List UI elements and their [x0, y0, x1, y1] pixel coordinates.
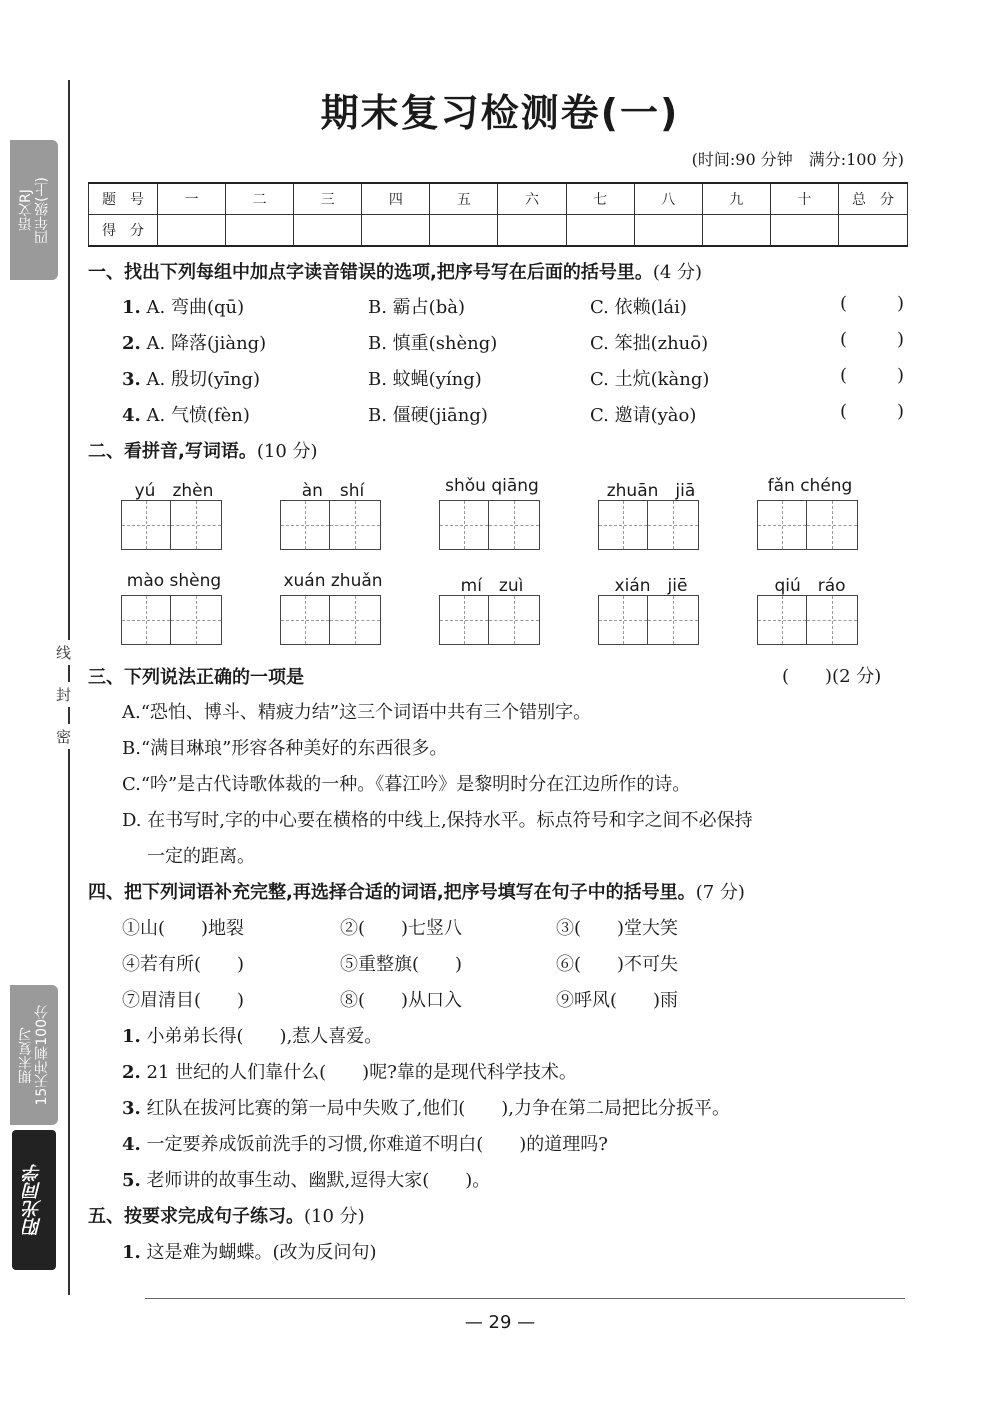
score-head-cell: 题 号: [89, 183, 158, 215]
sentence-task: [122, 1238, 377, 1264]
pinyin-item: [439, 476, 545, 550]
sentence-text: 红队在拔河比赛的第一局中失败了,他们( ),力争在第二局把比分扳平。: [146, 1098, 731, 1119]
q1-4-b: B. 僵硬(jiāng): [368, 405, 488, 426]
tianzi-cell[interactable]: [280, 500, 330, 550]
section-5-heading: [88, 1202, 365, 1228]
pinyin-item: [757, 571, 863, 645]
section-4-heading: [88, 878, 745, 904]
paren-left: (: [840, 293, 848, 314]
score-value-row: [89, 215, 908, 247]
sentence-text: 老师讲的故事生动、幽默,逗得大家( )。: [146, 1170, 491, 1191]
option-a: A. 弯曲(qū): [146, 297, 245, 318]
tianzi-cell[interactable]: [807, 595, 858, 645]
tianzi-cell[interactable]: [171, 500, 222, 550]
tianzi-cell[interactable]: [121, 500, 171, 550]
tianzi-cell[interactable]: [598, 595, 648, 645]
pinyin-item: [121, 476, 227, 550]
paren-right: ): [896, 293, 904, 314]
score-input-cell[interactable]: [294, 215, 362, 247]
option-a: A. 降落(jiàng): [146, 333, 267, 354]
section-2-title: 二、看拼音,写词语。: [88, 441, 257, 462]
score-head-cell: 八: [634, 183, 702, 215]
paren-right: ): [896, 401, 904, 422]
tianzi-cell[interactable]: [330, 595, 381, 645]
tianzi-cell[interactable]: [648, 595, 699, 645]
pinyin-item: [280, 476, 386, 550]
score-head-cell: 三: [294, 183, 362, 215]
pinyin-text: qiú ráo: [774, 576, 846, 596]
paren-left: (: [840, 365, 848, 386]
pinyin-text: xuán zhuǎn: [283, 571, 383, 591]
pinyin-text: mí zuì: [460, 576, 524, 596]
section-2-heading: [88, 437, 318, 463]
answer-paren[interactable]: [840, 293, 904, 314]
section-5-title: 五、按要求完成句子练习。: [88, 1206, 304, 1227]
seal-char-mi: 密: [56, 724, 71, 749]
page-number: — 29 —: [464, 1312, 536, 1333]
section-5-points: (10 分): [304, 1206, 365, 1227]
q-number: 4.: [122, 1134, 141, 1155]
s3-option-b: B.“满目琳琅”形容各种美好的东西很多。: [122, 738, 448, 759]
s3-option-d-cont: 一定的距离。: [147, 846, 255, 867]
score-input-cell[interactable]: [498, 215, 566, 247]
pinyin-text: mào shèng: [126, 571, 222, 591]
q1-2-b: B. 慎重(shèng): [368, 333, 498, 354]
q-number: 3.: [122, 369, 141, 390]
pinyin-text: xián jiē: [614, 576, 688, 596]
q-number: 1.: [122, 1026, 141, 1047]
page-title: 期末复习检测卷(一): [320, 91, 680, 135]
fill-sentence[interactable]: [122, 1058, 577, 1084]
section-2-points: (10 分): [256, 441, 318, 462]
tianzi-cell[interactable]: [439, 500, 489, 550]
tianzi-cell[interactable]: [648, 500, 699, 550]
score-input-cell[interactable]: [702, 215, 770, 247]
brand-logo: [12, 1130, 56, 1270]
fill-sentence[interactable]: [122, 1166, 490, 1192]
pinyin-text: shǒu qiāng: [445, 476, 539, 496]
series-label: 期末复习 15天冲刺100分: [18, 1004, 50, 1106]
pinyin-text: yú zhèn: [134, 481, 214, 501]
seal-char-feng: 封: [56, 682, 71, 707]
score-head-cell: 五: [430, 183, 498, 215]
idiom-item[interactable]: ②( )七竖八: [340, 918, 463, 939]
score-head-cell: 总 分: [839, 183, 908, 215]
tianzi-cell[interactable]: [807, 500, 858, 550]
score-table: [88, 182, 908, 247]
idiom-item[interactable]: ③( )堂大笑: [556, 918, 679, 939]
tianzi-cell[interactable]: [280, 595, 330, 645]
section-3-answer-paren[interactable]: ( )(2 分): [782, 666, 882, 687]
pinyin-item: [439, 571, 545, 645]
score-head-cell: 七: [566, 183, 634, 215]
fill-sentence[interactable]: [122, 1094, 730, 1120]
q1-4-c: C. 邀请(yào): [590, 405, 697, 426]
score-input-cell[interactable]: [839, 215, 908, 247]
q1-3-c: C. 土炕(kàng): [590, 369, 710, 390]
q-number: 5.: [122, 1170, 141, 1191]
idiom-item[interactable]: ⑤重整旗( ): [340, 954, 463, 975]
score-head-cell: 十: [770, 183, 838, 215]
q1-4: [122, 401, 250, 427]
subject-grade-tab: [10, 140, 58, 280]
tianzi-cell[interactable]: [171, 595, 222, 645]
pinyin-item: [121, 571, 227, 645]
tianzi-cell[interactable]: [489, 595, 540, 645]
paren-right: ): [896, 329, 904, 350]
score-head-cell: 九: [702, 183, 770, 215]
q1-1-c: C. 依赖(lái): [590, 297, 687, 318]
q-number: 2.: [122, 333, 141, 354]
pinyin-item: [280, 571, 386, 645]
idiom-item[interactable]: ⑨呼风( )雨: [556, 990, 679, 1011]
answer-paren[interactable]: [840, 365, 904, 386]
footer-rule: [145, 1298, 905, 1299]
q-number: 2.: [122, 1062, 141, 1083]
q1-2: [122, 329, 266, 355]
score-input-cell[interactable]: [362, 215, 430, 247]
tianzi-cell[interactable]: [489, 500, 540, 550]
idiom-item[interactable]: ⑦眉清目( ): [122, 990, 245, 1011]
q-number: 1.: [122, 297, 141, 318]
paren-right: ): [896, 365, 904, 386]
series-tab: [10, 985, 58, 1125]
score-header-row: [89, 183, 908, 215]
tianzi-cell[interactable]: [757, 595, 807, 645]
q1-3-b: B. 蚊蝇(yíng): [368, 369, 482, 390]
score-input-cell[interactable]: [226, 215, 294, 247]
score-input-cell[interactable]: [158, 215, 226, 247]
score-input-cell[interactable]: [566, 215, 634, 247]
section-4-title: 四、把下列词语补充完整,再选择合适的词语,把序号填写在句子中的括号里。: [88, 882, 696, 903]
subject-grade-label: 语文RJ 四年级(上): [18, 176, 50, 244]
seal-char-xian: 线: [56, 640, 71, 665]
pinyin-text: àn shí: [301, 481, 365, 501]
idiom-item[interactable]: ⑥( )不可失: [556, 954, 679, 975]
fill-sentence[interactable]: [122, 1130, 608, 1156]
tianzi-cell[interactable]: [757, 500, 807, 550]
s3-option-d: D. 在书写时,字的中心要在横格的中线上,保持水平。标点符号和字之间不必保持: [122, 810, 753, 831]
paren-left: (: [840, 401, 848, 422]
pinyin-text: zhuān jiā: [606, 481, 696, 501]
score-head-cell: 四: [362, 183, 430, 215]
tianzi-cell[interactable]: [330, 500, 381, 550]
section-1-points: (4 分): [652, 262, 703, 283]
s3-option-a: A.“恐怕、博斗、精疲力结”这三个词语中共有三个错别字。: [122, 702, 592, 723]
pinyin-item: [757, 476, 863, 550]
score-input-cell[interactable]: [770, 215, 838, 247]
answer-paren[interactable]: [840, 401, 904, 422]
section-1-heading: [88, 258, 702, 284]
sentence-text: 21 世纪的人们靠什么( )呢?靠的是现代科学技术。: [146, 1062, 577, 1083]
idiom-item[interactable]: ①山( )地裂: [122, 918, 245, 939]
section-3-heading: 三、下列说法正确的一项是: [88, 667, 304, 688]
sentence-text: 一定要养成饭前洗手的习惯,你难道不明白( )的道理吗?: [146, 1134, 608, 1155]
q1-2-c: C. 笨拙(zhuō): [590, 333, 709, 354]
brand-logo-text: 阳光同学: [23, 1164, 44, 1236]
score-head-cell: 一: [158, 183, 226, 215]
q1-1-b: B. 霸占(bà): [368, 297, 465, 318]
fill-sentence[interactable]: [122, 1022, 382, 1048]
pinyin-item: [598, 571, 704, 645]
section-1-title: 一、找出下列每组中加点字读音错误的选项,把序号写在后面的括号里。: [88, 262, 653, 283]
score-row-label: 得 分: [89, 215, 158, 247]
score-head-cell: 六: [498, 183, 566, 215]
q1-1: [122, 293, 244, 319]
task-text: 这是难为蝴蝶。(改为反问句): [146, 1242, 377, 1263]
idiom-item[interactable]: ⑧( )从口入: [340, 990, 463, 1011]
time-info: (时间:90 分钟 满分:100 分): [691, 150, 904, 169]
pinyin-text: fǎn chéng: [767, 476, 853, 496]
q-number: 3.: [122, 1098, 141, 1119]
q-number: 1.: [122, 1242, 141, 1263]
tianzi-cell[interactable]: [121, 595, 171, 645]
tianzi-cell[interactable]: [439, 595, 489, 645]
tianzi-cell[interactable]: [598, 500, 648, 550]
pinyin-item: [598, 476, 704, 550]
score-head-cell: 二: [226, 183, 294, 215]
option-a: A. 殷切(yīng): [146, 369, 261, 390]
paren-left: (: [840, 329, 848, 350]
idiom-item[interactable]: ④若有所( ): [122, 954, 245, 975]
score-input-cell[interactable]: [634, 215, 702, 247]
q1-3: [122, 365, 260, 391]
score-input-cell[interactable]: [430, 215, 498, 247]
s3-option-c: C.“吟”是古代诗歌体裁的一种。《暮江吟》是黎明时分在江边所作的诗。: [122, 774, 691, 795]
section-4-points: (7 分): [695, 882, 745, 903]
q-number: 4.: [122, 405, 141, 426]
option-a: A. 气愤(fèn): [146, 405, 250, 426]
answer-paren[interactable]: [840, 329, 904, 350]
sentence-text: 小弟弟长得( ),惹人喜爱。: [146, 1026, 383, 1047]
